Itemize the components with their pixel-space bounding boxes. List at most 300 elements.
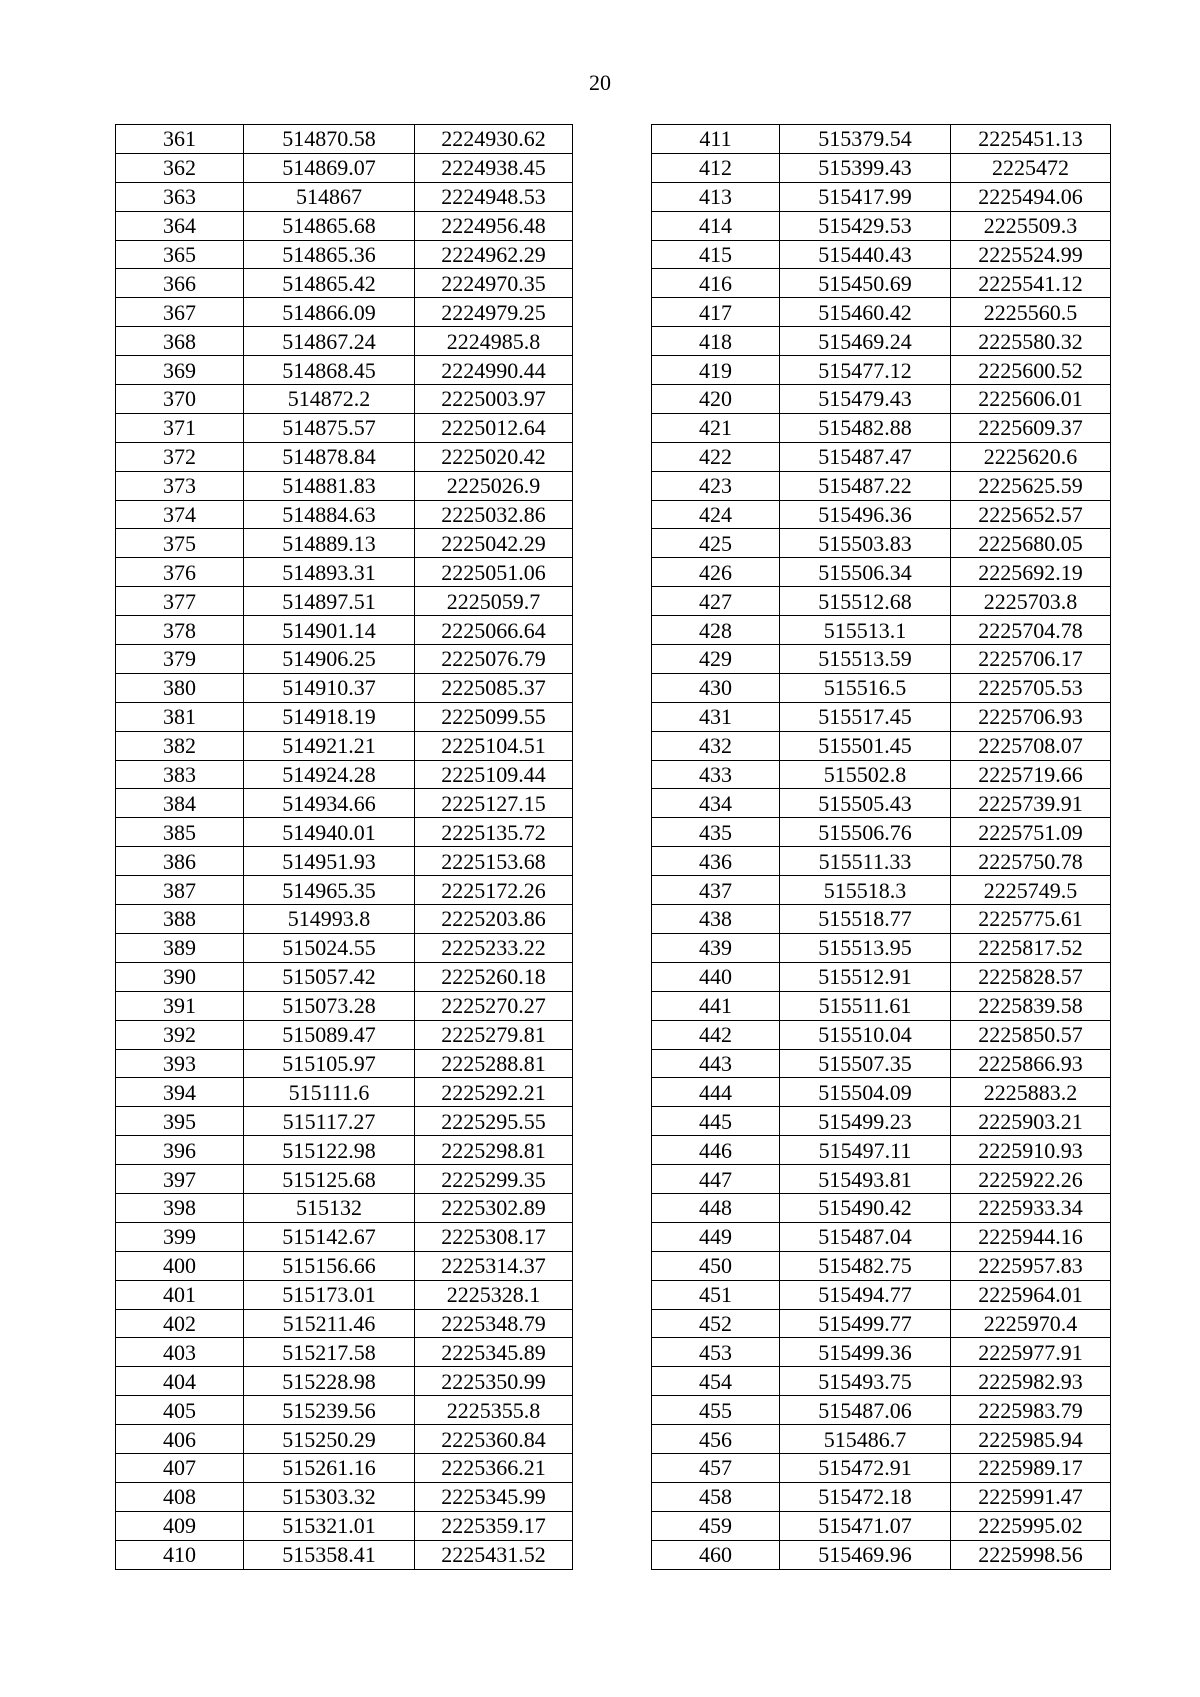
x-coordinate-cell: 515321.01 xyxy=(244,1511,415,1540)
y-coordinate-cell: 2225850.57 xyxy=(951,1020,1111,1049)
y-coordinate-cell: 2224930.62 xyxy=(415,125,573,154)
x-coordinate-cell: 514868.45 xyxy=(244,356,415,385)
table-row xyxy=(116,702,573,731)
x-coordinate-cell: 514884.63 xyxy=(244,500,415,529)
point-number-cell: 424 xyxy=(652,500,780,529)
x-coordinate-cell: 515472.18 xyxy=(780,1482,951,1511)
coordinates-table-left xyxy=(115,124,573,1570)
point-number-cell: 442 xyxy=(652,1020,780,1049)
x-coordinate-cell: 515499.23 xyxy=(780,1107,951,1136)
point-number-cell: 403 xyxy=(116,1338,244,1367)
table-row xyxy=(116,1511,573,1540)
table-row xyxy=(652,1136,1111,1165)
y-coordinate-cell: 2225494.06 xyxy=(951,182,1111,211)
x-coordinate-cell: 515132 xyxy=(244,1193,415,1222)
table-row xyxy=(116,500,573,529)
table-row xyxy=(652,1222,1111,1251)
y-coordinate-cell: 2225708.07 xyxy=(951,731,1111,760)
table-row xyxy=(116,471,573,500)
point-number-cell: 414 xyxy=(652,211,780,240)
x-coordinate-cell: 514881.83 xyxy=(244,471,415,500)
point-number-cell: 432 xyxy=(652,731,780,760)
table-row xyxy=(652,1511,1111,1540)
x-coordinate-cell: 515487.47 xyxy=(780,442,951,471)
y-coordinate-cell: 2225509.3 xyxy=(951,211,1111,240)
table-row xyxy=(116,1396,573,1425)
table-row xyxy=(652,211,1111,240)
table-row xyxy=(116,818,573,847)
table-row xyxy=(116,847,573,876)
y-coordinate-cell: 2225750.78 xyxy=(951,847,1111,876)
table-row xyxy=(116,269,573,298)
y-coordinate-cell: 2225026.9 xyxy=(415,471,573,500)
table-row xyxy=(116,1165,573,1194)
point-number-cell: 438 xyxy=(652,905,780,934)
y-coordinate-cell: 2225350.99 xyxy=(415,1367,573,1396)
point-number-cell: 409 xyxy=(116,1511,244,1540)
x-coordinate-cell: 515024.55 xyxy=(244,933,415,962)
table-row xyxy=(652,442,1111,471)
x-coordinate-cell: 515479.43 xyxy=(780,385,951,414)
table-row xyxy=(652,182,1111,211)
point-number-cell: 450 xyxy=(652,1251,780,1280)
point-number-cell: 374 xyxy=(116,500,244,529)
y-coordinate-cell: 2225998.56 xyxy=(951,1540,1111,1569)
point-number-cell: 368 xyxy=(116,327,244,356)
x-coordinate-cell: 515512.91 xyxy=(780,962,951,991)
point-number-cell: 455 xyxy=(652,1396,780,1425)
table-row xyxy=(116,905,573,934)
point-number-cell: 437 xyxy=(652,876,780,905)
table-row xyxy=(652,1165,1111,1194)
point-number-cell: 388 xyxy=(116,905,244,934)
y-coordinate-cell: 2225308.17 xyxy=(415,1222,573,1251)
point-number-cell: 448 xyxy=(652,1193,780,1222)
point-number-cell: 446 xyxy=(652,1136,780,1165)
x-coordinate-cell: 514924.28 xyxy=(244,760,415,789)
x-coordinate-cell: 514865.68 xyxy=(244,211,415,240)
x-coordinate-cell: 515477.12 xyxy=(780,356,951,385)
point-number-cell: 430 xyxy=(652,673,780,702)
x-coordinate-cell: 515156.66 xyxy=(244,1251,415,1280)
x-coordinate-cell: 515469.24 xyxy=(780,327,951,356)
x-coordinate-cell: 515469.96 xyxy=(780,1540,951,1569)
x-coordinate-cell: 515122.98 xyxy=(244,1136,415,1165)
point-number-cell: 443 xyxy=(652,1049,780,1078)
y-coordinate-cell: 2225360.84 xyxy=(415,1425,573,1454)
point-number-cell: 420 xyxy=(652,385,780,414)
point-number-cell: 457 xyxy=(652,1453,780,1482)
table-row xyxy=(652,962,1111,991)
point-number-cell: 390 xyxy=(116,962,244,991)
x-coordinate-cell: 514869.07 xyxy=(244,153,415,182)
y-coordinate-cell: 2225977.91 xyxy=(951,1338,1111,1367)
y-coordinate-cell: 2225299.35 xyxy=(415,1165,573,1194)
y-coordinate-cell: 2225839.58 xyxy=(951,991,1111,1020)
table-row xyxy=(652,616,1111,645)
y-coordinate-cell: 2225866.93 xyxy=(951,1049,1111,1078)
y-coordinate-cell: 2225970.4 xyxy=(951,1309,1111,1338)
x-coordinate-cell: 515261.16 xyxy=(244,1453,415,1482)
table-row xyxy=(116,616,573,645)
x-coordinate-cell: 515511.33 xyxy=(780,847,951,876)
x-coordinate-cell: 515429.53 xyxy=(780,211,951,240)
y-coordinate-cell: 2225345.89 xyxy=(415,1338,573,1367)
table-row xyxy=(652,731,1111,760)
point-number-cell: 454 xyxy=(652,1367,780,1396)
table-row xyxy=(116,1136,573,1165)
x-coordinate-cell: 515417.99 xyxy=(780,182,951,211)
y-coordinate-cell: 2225652.57 xyxy=(951,500,1111,529)
table-row xyxy=(652,240,1111,269)
point-number-cell: 382 xyxy=(116,731,244,760)
table-row xyxy=(652,413,1111,442)
point-number-cell: 378 xyxy=(116,616,244,645)
y-coordinate-cell: 2225749.5 xyxy=(951,876,1111,905)
y-coordinate-cell: 2225933.34 xyxy=(951,1193,1111,1222)
table-row xyxy=(116,1222,573,1251)
table-row xyxy=(116,1049,573,1078)
x-coordinate-cell: 515493.75 xyxy=(780,1367,951,1396)
table-row xyxy=(652,1078,1111,1107)
x-coordinate-cell: 515089.47 xyxy=(244,1020,415,1049)
point-number-cell: 406 xyxy=(116,1425,244,1454)
y-coordinate-cell: 2225703.8 xyxy=(951,587,1111,616)
x-coordinate-cell: 514867.24 xyxy=(244,327,415,356)
x-coordinate-cell: 515440.43 xyxy=(780,240,951,269)
x-coordinate-cell: 515506.34 xyxy=(780,558,951,587)
y-coordinate-cell: 2225706.17 xyxy=(951,645,1111,674)
point-number-cell: 435 xyxy=(652,818,780,847)
point-number-cell: 413 xyxy=(652,182,780,211)
y-coordinate-cell: 2225472 xyxy=(951,153,1111,182)
x-coordinate-cell: 514878.84 xyxy=(244,442,415,471)
x-coordinate-cell: 515518.3 xyxy=(780,876,951,905)
y-coordinate-cell: 2224962.29 xyxy=(415,240,573,269)
point-number-cell: 372 xyxy=(116,442,244,471)
table-row xyxy=(116,125,573,154)
point-number-cell: 452 xyxy=(652,1309,780,1338)
table-row xyxy=(652,471,1111,500)
y-coordinate-cell: 2225135.72 xyxy=(415,818,573,847)
y-coordinate-cell: 2225620.6 xyxy=(951,442,1111,471)
y-coordinate-cell: 2225279.81 xyxy=(415,1020,573,1049)
y-coordinate-cell: 2225032.86 xyxy=(415,500,573,529)
point-number-cell: 392 xyxy=(116,1020,244,1049)
x-coordinate-cell: 515510.04 xyxy=(780,1020,951,1049)
table-row xyxy=(116,529,573,558)
table-row xyxy=(116,1280,573,1309)
point-number-cell: 445 xyxy=(652,1107,780,1136)
table-row xyxy=(652,905,1111,934)
y-coordinate-cell: 2225883.2 xyxy=(951,1078,1111,1107)
y-coordinate-cell: 2225944.16 xyxy=(951,1222,1111,1251)
table-row xyxy=(116,991,573,1020)
y-coordinate-cell: 2225719.66 xyxy=(951,760,1111,789)
x-coordinate-cell: 515518.77 xyxy=(780,905,951,934)
table-row xyxy=(116,1309,573,1338)
table-row xyxy=(116,385,573,414)
point-number-cell: 381 xyxy=(116,702,244,731)
table-row xyxy=(652,1309,1111,1338)
table-row xyxy=(652,1453,1111,1482)
y-coordinate-cell: 2225775.61 xyxy=(951,905,1111,934)
x-coordinate-cell: 514865.36 xyxy=(244,240,415,269)
table-row xyxy=(116,587,573,616)
y-coordinate-cell: 2225003.97 xyxy=(415,385,573,414)
x-coordinate-cell: 515512.68 xyxy=(780,587,951,616)
point-number-cell: 376 xyxy=(116,558,244,587)
y-coordinate-cell: 2224990.44 xyxy=(415,356,573,385)
y-coordinate-cell: 2225922.26 xyxy=(951,1165,1111,1194)
table-row xyxy=(652,269,1111,298)
point-number-cell: 451 xyxy=(652,1280,780,1309)
point-number-cell: 418 xyxy=(652,327,780,356)
point-number-cell: 410 xyxy=(116,1540,244,1569)
y-coordinate-cell: 2225233.22 xyxy=(415,933,573,962)
y-coordinate-cell: 2225982.93 xyxy=(951,1367,1111,1396)
x-coordinate-cell: 514897.51 xyxy=(244,587,415,616)
x-coordinate-cell: 514870.58 xyxy=(244,125,415,154)
table-row xyxy=(652,1251,1111,1280)
point-number-cell: 408 xyxy=(116,1482,244,1511)
x-coordinate-cell: 515507.35 xyxy=(780,1049,951,1078)
x-coordinate-cell: 515379.54 xyxy=(780,125,951,154)
y-coordinate-cell: 2224948.53 xyxy=(415,182,573,211)
table-row xyxy=(116,1453,573,1482)
point-number-cell: 415 xyxy=(652,240,780,269)
point-number-cell: 369 xyxy=(116,356,244,385)
point-number-cell: 458 xyxy=(652,1482,780,1511)
point-number-cell: 422 xyxy=(652,442,780,471)
x-coordinate-cell: 515239.56 xyxy=(244,1396,415,1425)
point-number-cell: 402 xyxy=(116,1309,244,1338)
y-coordinate-cell: 2225692.19 xyxy=(951,558,1111,587)
table-row xyxy=(652,1540,1111,1569)
table-row xyxy=(652,298,1111,327)
x-coordinate-cell: 515142.67 xyxy=(244,1222,415,1251)
table-row xyxy=(652,760,1111,789)
x-coordinate-cell: 515105.97 xyxy=(244,1049,415,1078)
y-coordinate-cell: 2225910.93 xyxy=(951,1136,1111,1165)
point-number-cell: 397 xyxy=(116,1165,244,1194)
x-coordinate-cell: 515506.76 xyxy=(780,818,951,847)
y-coordinate-cell: 2225270.27 xyxy=(415,991,573,1020)
x-coordinate-cell: 515358.41 xyxy=(244,1540,415,1569)
y-coordinate-cell: 2225345.99 xyxy=(415,1482,573,1511)
table-row xyxy=(116,731,573,760)
y-coordinate-cell: 2224956.48 xyxy=(415,211,573,240)
x-coordinate-cell: 514872.2 xyxy=(244,385,415,414)
x-coordinate-cell: 514866.09 xyxy=(244,298,415,327)
table-row xyxy=(116,413,573,442)
table-row xyxy=(652,529,1111,558)
point-number-cell: 395 xyxy=(116,1107,244,1136)
y-coordinate-cell: 2225012.64 xyxy=(415,413,573,442)
page-number: 20 xyxy=(589,70,611,95)
table-row xyxy=(652,153,1111,182)
point-number-cell: 459 xyxy=(652,1511,780,1540)
table-row xyxy=(652,1280,1111,1309)
x-coordinate-cell: 515499.77 xyxy=(780,1309,951,1338)
x-coordinate-cell: 515111.6 xyxy=(244,1078,415,1107)
y-coordinate-cell: 2225366.21 xyxy=(415,1453,573,1482)
table-row xyxy=(116,356,573,385)
table-row xyxy=(652,933,1111,962)
x-coordinate-cell: 514951.93 xyxy=(244,847,415,876)
point-number-cell: 370 xyxy=(116,385,244,414)
table-row xyxy=(652,385,1111,414)
y-coordinate-cell: 2225066.64 xyxy=(415,616,573,645)
x-coordinate-cell: 515217.58 xyxy=(244,1338,415,1367)
x-coordinate-cell: 514918.19 xyxy=(244,702,415,731)
x-coordinate-cell: 514993.8 xyxy=(244,905,415,934)
coordinates-table-right xyxy=(651,124,1111,1570)
point-number-cell: 394 xyxy=(116,1078,244,1107)
y-coordinate-cell: 2225431.52 xyxy=(415,1540,573,1569)
x-coordinate-cell: 515228.98 xyxy=(244,1367,415,1396)
y-coordinate-cell: 2225109.44 xyxy=(415,760,573,789)
x-coordinate-cell: 515502.8 xyxy=(780,760,951,789)
point-number-cell: 373 xyxy=(116,471,244,500)
y-coordinate-cell: 2225560.5 xyxy=(951,298,1111,327)
x-coordinate-cell: 515250.29 xyxy=(244,1425,415,1454)
y-coordinate-cell: 2225051.06 xyxy=(415,558,573,587)
y-coordinate-cell: 2225985.94 xyxy=(951,1425,1111,1454)
y-coordinate-cell: 2225957.83 xyxy=(951,1251,1111,1280)
point-number-cell: 361 xyxy=(116,125,244,154)
x-coordinate-cell: 515471.07 xyxy=(780,1511,951,1540)
point-number-cell: 400 xyxy=(116,1251,244,1280)
x-coordinate-cell: 515472.91 xyxy=(780,1453,951,1482)
table-row xyxy=(116,673,573,702)
x-coordinate-cell: 515487.22 xyxy=(780,471,951,500)
y-coordinate-cell: 2225704.78 xyxy=(951,616,1111,645)
x-coordinate-cell: 515482.75 xyxy=(780,1251,951,1280)
point-number-cell: 449 xyxy=(652,1222,780,1251)
y-coordinate-cell: 2225739.91 xyxy=(951,789,1111,818)
y-coordinate-cell: 2225989.17 xyxy=(951,1453,1111,1482)
table-row xyxy=(652,673,1111,702)
x-coordinate-cell: 514940.01 xyxy=(244,818,415,847)
table-row xyxy=(652,1193,1111,1222)
x-coordinate-cell: 515117.27 xyxy=(244,1107,415,1136)
y-coordinate-cell: 2225817.52 xyxy=(951,933,1111,962)
y-coordinate-cell: 2225983.79 xyxy=(951,1396,1111,1425)
point-number-cell: 379 xyxy=(116,645,244,674)
table-row xyxy=(116,153,573,182)
y-coordinate-cell: 2225203.86 xyxy=(415,905,573,934)
table-row xyxy=(116,1020,573,1049)
table-row xyxy=(652,1482,1111,1511)
table-row xyxy=(652,1367,1111,1396)
y-coordinate-cell: 2225153.68 xyxy=(415,847,573,876)
table-row xyxy=(116,760,573,789)
x-coordinate-cell: 515482.88 xyxy=(780,413,951,442)
y-coordinate-cell: 2225292.21 xyxy=(415,1078,573,1107)
x-coordinate-cell: 515493.81 xyxy=(780,1165,951,1194)
table-row xyxy=(116,298,573,327)
y-coordinate-cell: 2225705.53 xyxy=(951,673,1111,702)
point-number-cell: 423 xyxy=(652,471,780,500)
point-number-cell: 444 xyxy=(652,1078,780,1107)
x-coordinate-cell: 515503.83 xyxy=(780,529,951,558)
table-row xyxy=(116,211,573,240)
point-number-cell: 393 xyxy=(116,1049,244,1078)
table-row xyxy=(652,558,1111,587)
y-coordinate-cell: 2225964.01 xyxy=(951,1280,1111,1309)
y-coordinate-cell: 2225680.05 xyxy=(951,529,1111,558)
table-row xyxy=(116,1425,573,1454)
table-row xyxy=(116,789,573,818)
table-row xyxy=(652,789,1111,818)
x-coordinate-cell: 514875.57 xyxy=(244,413,415,442)
y-coordinate-cell: 2225451.13 xyxy=(951,125,1111,154)
table-row xyxy=(652,327,1111,356)
y-coordinate-cell: 2225995.02 xyxy=(951,1511,1111,1540)
point-number-cell: 407 xyxy=(116,1453,244,1482)
x-coordinate-cell: 514865.42 xyxy=(244,269,415,298)
y-coordinate-cell: 2225355.8 xyxy=(415,1396,573,1425)
point-number-cell: 384 xyxy=(116,789,244,818)
x-coordinate-cell: 515303.32 xyxy=(244,1482,415,1511)
point-number-cell: 385 xyxy=(116,818,244,847)
point-number-cell: 363 xyxy=(116,182,244,211)
y-coordinate-cell: 2225625.59 xyxy=(951,471,1111,500)
table-row xyxy=(116,182,573,211)
y-coordinate-cell: 2225600.52 xyxy=(951,356,1111,385)
x-coordinate-cell: 514934.66 xyxy=(244,789,415,818)
point-number-cell: 377 xyxy=(116,587,244,616)
table-row xyxy=(116,962,573,991)
x-coordinate-cell: 514965.35 xyxy=(244,876,415,905)
point-number-cell: 419 xyxy=(652,356,780,385)
point-number-cell: 367 xyxy=(116,298,244,327)
y-coordinate-cell: 2225828.57 xyxy=(951,962,1111,991)
x-coordinate-cell: 515505.43 xyxy=(780,789,951,818)
point-number-cell: 375 xyxy=(116,529,244,558)
y-coordinate-cell: 2225991.47 xyxy=(951,1482,1111,1511)
x-coordinate-cell: 514921.21 xyxy=(244,731,415,760)
point-number-cell: 440 xyxy=(652,962,780,991)
x-coordinate-cell: 515513.1 xyxy=(780,616,951,645)
table-row xyxy=(652,587,1111,616)
x-coordinate-cell: 515494.77 xyxy=(780,1280,951,1309)
table-row xyxy=(652,876,1111,905)
table-row xyxy=(116,1540,573,1569)
point-number-cell: 380 xyxy=(116,673,244,702)
table-row xyxy=(652,125,1111,154)
y-coordinate-cell: 2225609.37 xyxy=(951,413,1111,442)
x-coordinate-cell: 515499.36 xyxy=(780,1338,951,1367)
y-coordinate-cell: 2225020.42 xyxy=(415,442,573,471)
x-coordinate-cell: 515501.45 xyxy=(780,731,951,760)
y-coordinate-cell: 2225348.79 xyxy=(415,1309,573,1338)
point-number-cell: 391 xyxy=(116,991,244,1020)
table-row xyxy=(116,876,573,905)
table-row xyxy=(116,1107,573,1136)
point-number-cell: 362 xyxy=(116,153,244,182)
point-number-cell: 453 xyxy=(652,1338,780,1367)
table-row xyxy=(652,1338,1111,1367)
y-coordinate-cell: 2225099.55 xyxy=(415,702,573,731)
x-coordinate-cell: 515517.45 xyxy=(780,702,951,731)
point-number-cell: 405 xyxy=(116,1396,244,1425)
point-number-cell: 429 xyxy=(652,645,780,674)
point-number-cell: 417 xyxy=(652,298,780,327)
x-coordinate-cell: 515504.09 xyxy=(780,1078,951,1107)
y-coordinate-cell: 2225127.15 xyxy=(415,789,573,818)
